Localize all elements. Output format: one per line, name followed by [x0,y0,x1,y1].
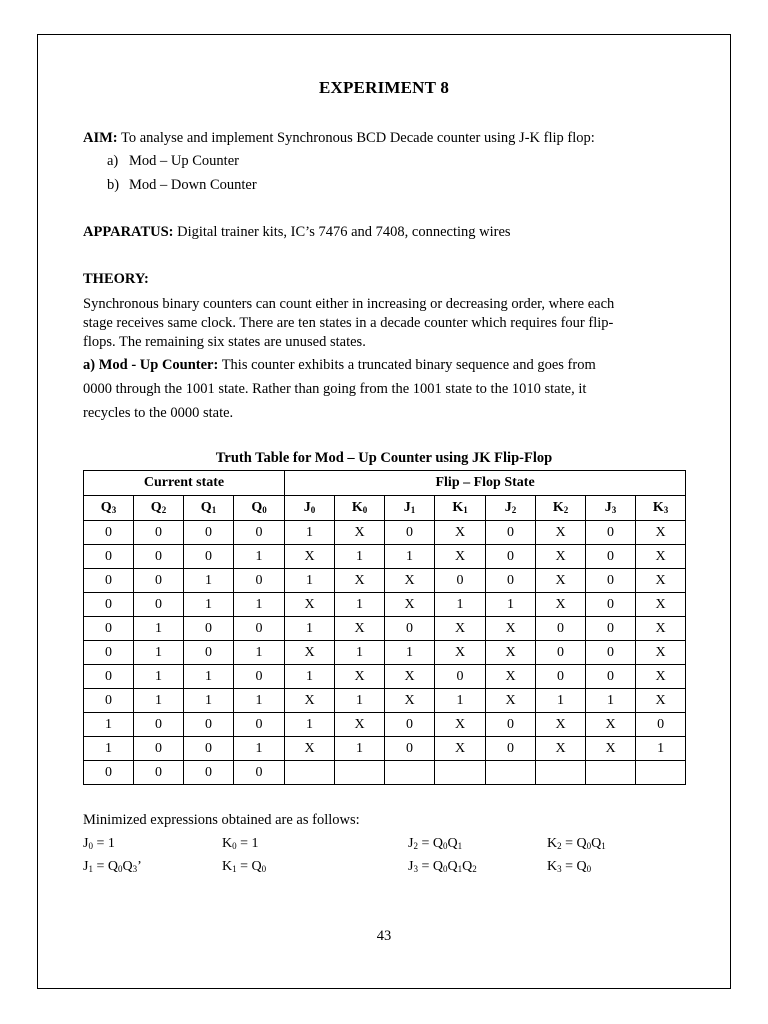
aim-text: To analyse and implement Synchronous BCD Decade counter using J-K flip flop: [117,130,595,146]
table-row [84,737,686,761]
table-cell: X [636,569,686,593]
table-cell: 1 [134,665,184,689]
truth-table [83,470,686,785]
table-cell [636,761,686,785]
column-header: $Q_3$ [84,496,134,521]
table-cell: 0 [134,545,184,569]
table-cell: 0 [486,521,536,545]
table-cell: 0 [234,761,285,785]
table-cell: 1 [285,569,335,593]
table-cell: 0 [84,641,134,665]
table-cell: 1 [586,689,636,713]
table-cell: 0 [134,521,184,545]
table-cell: X [636,641,686,665]
expressions-intro: Minimized expressions obtained are as follows: [83,812,360,828]
table-cell: X [385,593,435,617]
table-cell: X [385,665,435,689]
table-cell: 0 [234,665,285,689]
expr-k2: $K_2 = Q_0Q_1$ [547,836,606,851]
table-cell: 1 [234,641,285,665]
table-cell [486,761,536,785]
table-row [84,593,686,617]
table-cell: X [636,617,686,641]
table-cell: 0 [84,569,134,593]
table-cell: 0 [486,713,536,737]
table-cell: X [285,689,335,713]
table-cell: 1 [536,689,586,713]
table-cell: 0 [385,617,435,641]
table-cell: 1 [285,665,335,689]
table-cell: 0 [234,713,285,737]
table-caption: Truth Table for Mod – Up Counter using JK Flip-Flop [215,450,553,466]
table-cell [536,761,586,785]
table-cell: X [486,641,536,665]
table-body [84,521,686,785]
aim-item-up [107,152,239,170]
table-cell [285,761,335,785]
table-cell: 1 [234,689,285,713]
table-cell: 1 [84,713,134,737]
aim-label: AIM: [83,130,118,146]
table-cell: X [486,617,536,641]
aim-item-down [107,176,257,194]
table-cell: 0 [536,665,586,689]
expr-k3: $K_3 = Q_0$ [547,859,592,874]
mod-up-label: a) Mod - Up Counter: [83,357,219,373]
table-cell: X [636,545,686,569]
table-cell: 1 [184,689,234,713]
table-cell [335,761,385,785]
mod-up-text: This counter exhibits a truncated binary sequence and goes from [218,357,596,373]
table-cell: X [435,545,486,569]
aim-item-text: Mod – Down Counter [129,177,257,193]
table-cell: X [435,641,486,665]
table-cell: X [335,713,385,737]
table-cell: 0 [536,617,586,641]
table-cell: X [435,521,486,545]
table-cell: 0 [84,593,134,617]
table-cell: 0 [486,737,536,761]
table-cell: 0 [84,521,134,545]
table-cell [586,761,636,785]
table-cell: 1 [234,593,285,617]
expr-k0: $K_0 = 1$ [222,836,259,851]
column-header: $J_1$ [385,496,435,521]
table-cell: 1 [234,737,285,761]
table-cell: 1 [84,737,134,761]
column-header: $K_3$ [636,496,686,521]
table-cell: X [636,689,686,713]
table-cell: X [486,689,536,713]
table-cell: 1 [285,713,335,737]
aim-item-marker: b) [107,177,120,193]
apparatus-label: APPARATUS: [83,224,174,240]
column-header: $K_0$ [335,496,385,521]
table-cell: X [636,593,686,617]
table-cell: 0 [184,521,234,545]
table-cell: X [285,545,335,569]
table-cell: X [435,617,486,641]
table-cell: X [285,737,335,761]
table-cell: 0 [84,617,134,641]
table-cell: X [335,665,385,689]
table-row [84,641,686,665]
table-cell: 0 [184,545,234,569]
expr-j1: $J_1 = Q_0Q_3$’ [83,859,142,874]
table-cell: 0 [586,665,636,689]
table-cell: 0 [234,569,285,593]
table-cell: X [586,713,636,737]
table-cell: 1 [285,617,335,641]
theory-heading: THEORY: [83,271,149,287]
table-cell: X [536,569,586,593]
table-cell: 1 [184,593,234,617]
table-cell: X [435,737,486,761]
table-cell: X [636,521,686,545]
table-cell: X [435,713,486,737]
table-cell: 1 [385,545,435,569]
table-cell: 0 [586,569,636,593]
table-cell: 0 [184,617,234,641]
current-state-header: Current state [84,471,285,496]
table-cell: 1 [435,593,486,617]
aim-line [83,129,595,147]
theory-text: recycles to the 0000 state. [83,405,234,421]
table-cell: 0 [184,761,234,785]
column-header: $Q_0$ [234,496,285,521]
table-cell: X [536,737,586,761]
table-cell: 1 [134,689,184,713]
table-cell: 0 [435,569,486,593]
table-row [84,569,686,593]
table-cell: X [285,641,335,665]
table-cell: 0 [84,665,134,689]
table-cell [385,761,435,785]
column-header: $K_2$ [536,496,586,521]
table-row [84,545,686,569]
table-cell: 0 [184,713,234,737]
table-cell: 0 [84,761,134,785]
aim-item-text: Mod – Up Counter [129,153,239,169]
table-cell: 0 [486,569,536,593]
table-cell: X [636,665,686,689]
table-cell: X [285,593,335,617]
table-cell: 0 [536,641,586,665]
table-cell: 1 [285,521,335,545]
table-cell: 0 [184,737,234,761]
table-cell: 0 [385,737,435,761]
table-cell: X [536,521,586,545]
theory-text: Synchronous binary counters can count either in increasing or decreasing order, where each [83,296,615,312]
table-cell: 0 [184,641,234,665]
mod-up-line [83,356,596,374]
column-header: $K_1$ [435,496,486,521]
column-header: $J_0$ [285,496,335,521]
expr-j0: $J_0 = 1$ [83,836,115,851]
table-cell: X [335,617,385,641]
table-cell: 1 [134,641,184,665]
expr-j3: $J_3 = Q_0Q_1Q_2$ [408,859,477,874]
table-cell: 0 [84,545,134,569]
table-cell [435,761,486,785]
table-cell: X [335,521,385,545]
flip-flop-state-header: Flip – Flop State [285,471,686,496]
table-cell: X [385,689,435,713]
table-cell: 1 [486,593,536,617]
apparatus-text: Digital trainer kits, IC’s 7476 and 7408, connecting wires [173,224,511,240]
table-cell: X [586,737,636,761]
table-row [84,617,686,641]
table-cell: X [335,569,385,593]
column-header: $Q_1$ [184,496,234,521]
table-cell: 1 [134,617,184,641]
table-cell: 0 [435,665,486,689]
theory-text: flops. The remaining six states are unused states. [83,334,366,350]
column-header: $J_3$ [586,496,636,521]
table-cell: X [486,665,536,689]
table-column-header-row [84,496,686,521]
table-group-header-row [84,471,686,496]
table-cell: 0 [134,593,184,617]
table-cell: 0 [134,737,184,761]
page-title: EXPERIMENT 8 [318,78,450,97]
table-cell: 0 [385,521,435,545]
column-header: $Q_2$ [134,496,184,521]
table-row [84,761,686,785]
table-cell: 1 [636,737,686,761]
theory-text: 0000 through the 1001 state. Rather than going from the 1001 state to the 1010 state, it [83,381,587,397]
table-cell: 1 [184,569,234,593]
table-cell: 0 [134,569,184,593]
table-cell: 0 [234,617,285,641]
table-cell: 0 [234,521,285,545]
table-cell: 0 [586,641,636,665]
table-row [84,689,686,713]
table-cell: 0 [586,617,636,641]
table-cell: 1 [335,545,385,569]
table-cell: 0 [134,761,184,785]
table-cell: 1 [234,545,285,569]
table-cell: 1 [385,641,435,665]
table-cell: 1 [335,593,385,617]
expr-k1: $K_1 = Q_0$ [222,859,267,874]
table-cell: 0 [586,521,636,545]
table-cell: X [536,713,586,737]
table-cell: 0 [486,545,536,569]
table-cell: 0 [134,713,184,737]
table-cell: 1 [335,737,385,761]
table-cell: 1 [435,689,486,713]
table-cell: X [536,593,586,617]
table-row [84,521,686,545]
expr-j2: $J_2 = Q_0Q_1$ [408,836,463,851]
table-cell: 1 [335,641,385,665]
table-cell: 1 [335,689,385,713]
table-cell: 0 [586,593,636,617]
theory-text: stage receives same clock. There are ten states in a decade counter which requires four flip- [83,315,614,331]
table-row [84,713,686,737]
table-cell: 1 [184,665,234,689]
aim-item-marker: a) [107,153,119,169]
table-cell: X [536,545,586,569]
table-cell: 0 [636,713,686,737]
apparatus-line [83,223,511,241]
table-cell: X [385,569,435,593]
column-header: $J_2$ [486,496,536,521]
table-cell: 0 [84,689,134,713]
table-cell: 0 [586,545,636,569]
table-row [84,665,686,689]
table-cell: 0 [385,713,435,737]
page-number: 43 [376,928,392,944]
